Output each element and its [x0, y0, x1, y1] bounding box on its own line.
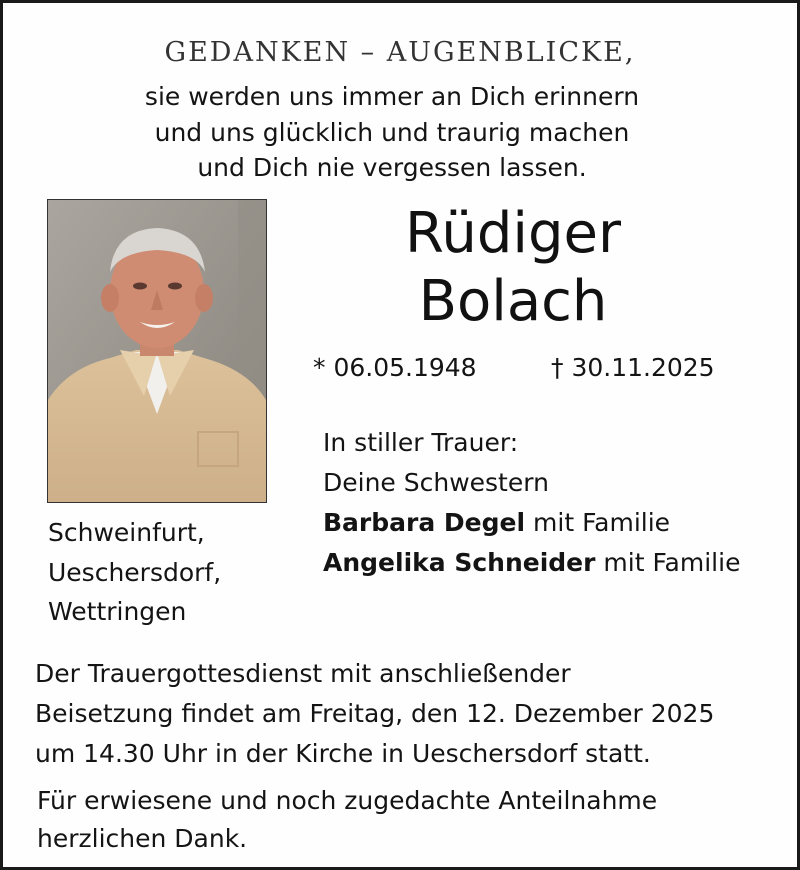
motto-line-2: und uns glücklich und traurig machen	[154, 118, 630, 147]
mourner-2-name: Angelika Schneider	[323, 548, 596, 577]
mourner-2-suffix: mit Familie	[603, 548, 741, 577]
cross-icon: †	[551, 353, 564, 382]
mourner-1-name: Barbara Degel	[323, 508, 526, 537]
thanks-line-1: Für erwiesene und noch zugedachte Anteilnahme	[37, 786, 658, 815]
mourning-intro: In stiller Trauer:	[323, 428, 519, 457]
motto-line-3: und Dich nie vergessen lassen.	[197, 153, 587, 182]
birth-date-value: 06.05.1948	[333, 353, 477, 382]
place-3: Wettringen	[48, 597, 187, 626]
birth-symbol: *	[313, 353, 326, 382]
mourner-1	[323, 508, 670, 537]
portrait-illustration	[48, 200, 266, 502]
service-line-3: um 14.30 Uhr in der Kirche in Ueschersdorf statt.	[35, 739, 651, 768]
service-line-2: Beisetzung findet am Freitag, den 12. Dezember 2025	[35, 699, 715, 728]
deceased-last-name: Bolach	[418, 269, 608, 334]
mourning-group: Deine Schwestern	[323, 468, 549, 497]
mourner-2	[323, 548, 740, 577]
thanks-line-2: herzlichen Dank.	[37, 824, 248, 853]
motto-line-1: sie werden uns immer an Dich erinnern	[144, 82, 640, 111]
service-line-1: Der Trauergottesdienst mit anschließender	[35, 659, 571, 688]
portrait-photo	[47, 199, 267, 503]
death-date	[551, 353, 715, 382]
motto-heading: GEDANKEN – AUGENBLICKE,	[164, 37, 636, 68]
place-2: Ueschersdorf,	[48, 558, 222, 587]
death-date-value: 30.11.2025	[571, 353, 715, 382]
birth-date	[313, 353, 477, 382]
place-1: Schweinfurt,	[48, 518, 205, 547]
deceased-first-name: Rüdiger	[404, 201, 621, 266]
mourner-1-suffix: mit Familie	[533, 508, 671, 537]
